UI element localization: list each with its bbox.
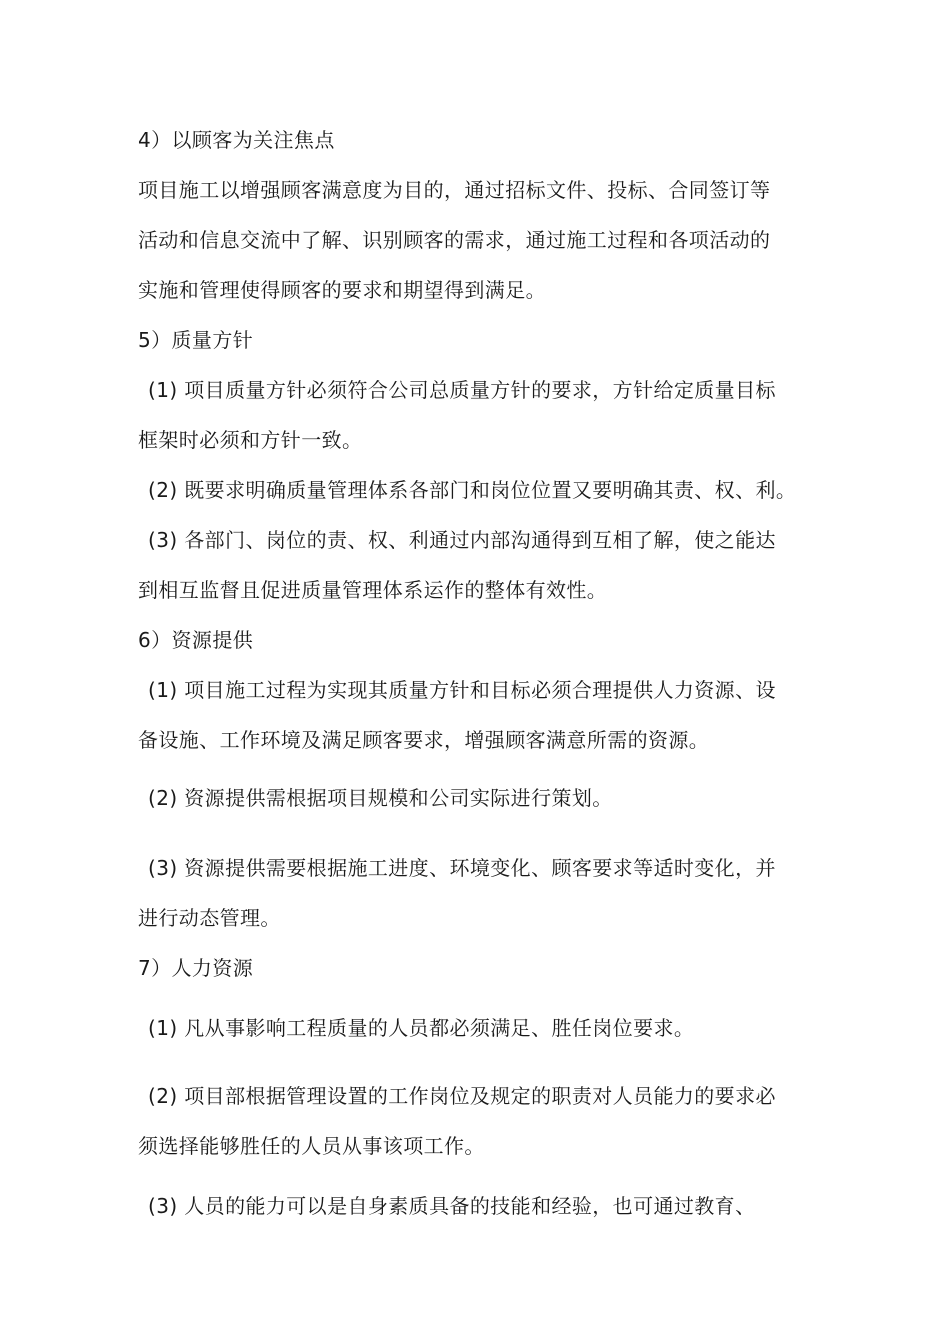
list-item-line: (3) 资源提供需要根据施工进度、环境变化、顾客要求等适时变化，并 xyxy=(148,856,776,880)
list-item-line: (2) 资源提供需根据项目规模和公司实际进行策划。 xyxy=(148,786,613,810)
list-item-line: (2) 项目部根据管理设置的工作岗位及规定的职责对人员能力的要求必 xyxy=(148,1084,776,1108)
heading-quality-policy: 5）质量方针 xyxy=(138,328,254,352)
list-item-line: (1) 项目质量方针必须符合公司总质量方针的要求，方针给定质量目标 xyxy=(148,378,776,402)
list-item-line: 须选择能够胜任的人员从事该项工作。 xyxy=(138,1134,485,1158)
list-item-line: 到相互监督且促进质量管理体系运作的整体有效性。 xyxy=(138,578,608,602)
list-item-line: 框架时必须和方针一致。 xyxy=(138,428,363,452)
list-item-line: (3) 各部门、岗位的责、权、利通过内部沟通得到互相了解，使之能达 xyxy=(148,528,776,552)
list-item-line: (3) 人员的能力可以是自身素质具备的技能和经验，也可通过教育、 xyxy=(148,1194,756,1218)
list-item-line: 进行动态管理。 xyxy=(138,906,281,930)
heading-resource-provision: 6）资源提供 xyxy=(138,628,254,652)
paragraph-line: 活动和信息交流中了解、识别顾客的需求，通过施工过程和各项活动的 xyxy=(138,228,771,252)
paragraph-line: 实施和管理使得顾客的要求和期望得到满足。 xyxy=(138,278,546,302)
heading-customer-focus: 4）以顾客为关注焦点 xyxy=(138,128,335,152)
list-item-line: (1) 项目施工过程为实现其质量方针和目标必须合理提供人力资源、设 xyxy=(148,678,776,702)
list-item-line: 备设施、工作环境及满足顾客要求，增强顾客满意所需的资源。 xyxy=(138,728,710,752)
paragraph-line: 项目施工以增强顾客满意度为目的，通过招标文件、投标、合同签订等 xyxy=(138,178,771,202)
list-item-line: (2) 既要求明确质量管理体系各部门和岗位位置又要明确其责、权、利。 xyxy=(148,478,797,502)
list-item-line: (1) 凡从事影响工程质量的人员都必须满足、胜任岗位要求。 xyxy=(148,1016,695,1040)
heading-human-resources: 7）人力资源 xyxy=(138,956,254,980)
